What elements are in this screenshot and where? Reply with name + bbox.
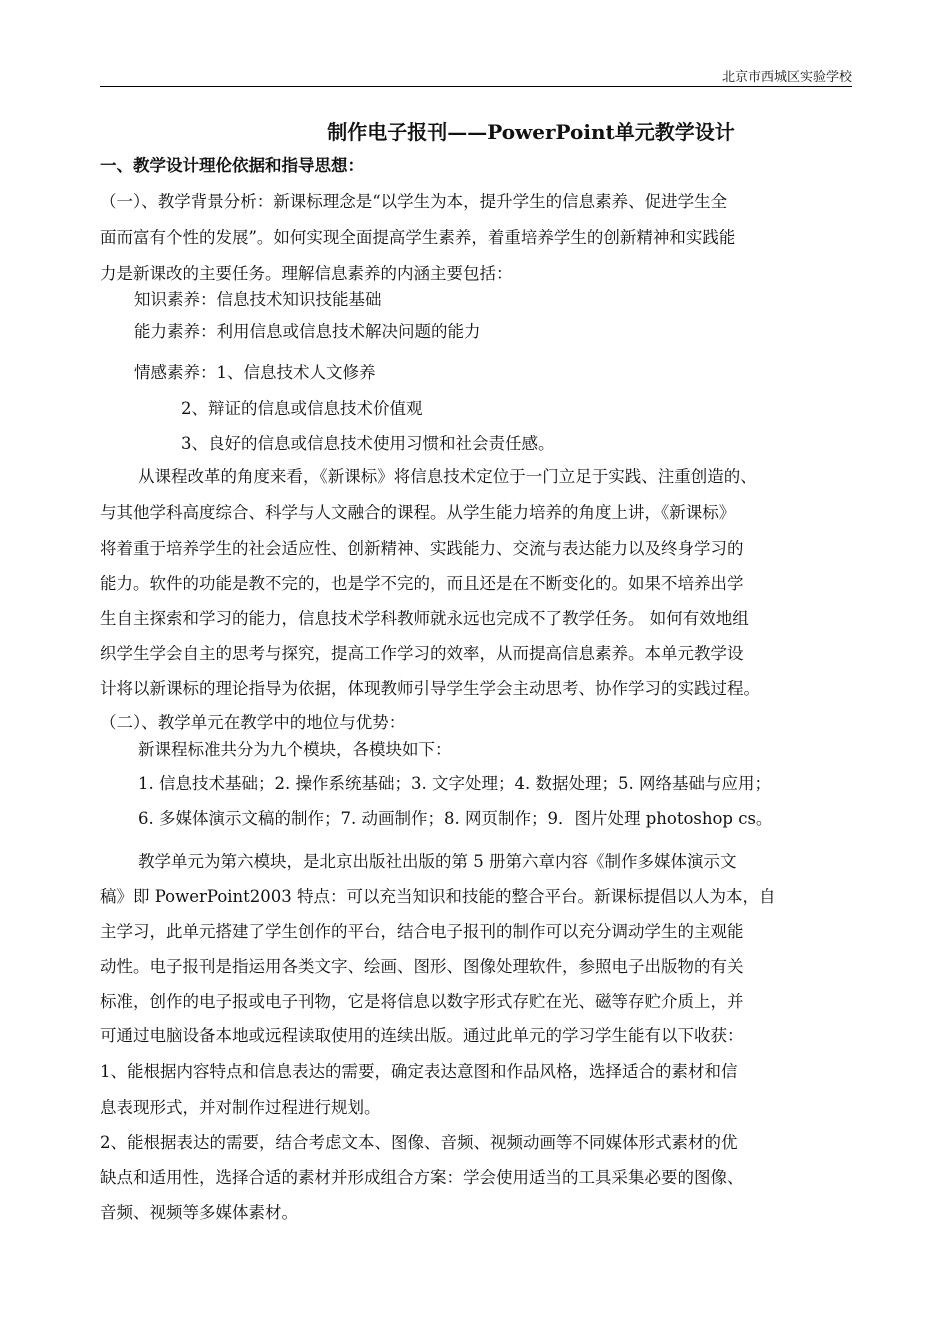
text-line: 6. 多媒体演示文稿的制作；7. 动画制作；8. 网页制作；9．图片处理 photoshop cs。 [138,809,773,828]
text-line: 缺点和适用性，选择合适的素材并形成组合方案：学会使用适当的工具采集必要的图像、 [100,1168,744,1187]
text-line: 教学单元为第六模块，是北京出版社出版的第 5 册第六章内容《制作多媒体演示文 [138,852,737,871]
header-rule [100,86,852,87]
text-line: 主学习，此单元搭建了学生创作的平台，结合电子报刊的制作可以充分调动学生的主观能 [100,922,744,941]
text-line: 可通过电脑设备本地或远程读取使用的连续出版。通过此单元的学习学生能有以下收获： [100,1026,744,1045]
text-line: 稿》即 PowerPoint2003 特点：可以充当知识和技能的整合平台。新课标提倡以人为本，自 [100,887,776,906]
text-line: 情感素养：1、信息技术人文修养 [134,363,376,382]
text-line: 知识素养：信息技术知识技能基础 [134,290,382,309]
text-line: 一、教学设计理伦依据和指导思想： [100,156,364,175]
text-line: 生自主探索和学习的能力，信息技术学科教师就永远也完成不了教学任务。 如何有效地组 [100,609,749,628]
text-line: 3、良好的信息或信息技术使用习惯和社会责任感。 [181,434,555,453]
text-line: 将着重于培养学生的社会适应性、创新精神、实践能力、交流与表达能力以及终身学习的 [100,539,744,558]
text-line: 息表现形式，并对制作过程进行规划。 [100,1098,381,1117]
text-line: 织学生学会自主的思考与探究，提高工作学习的效率，从而提高信息素养。本单元教学设 [100,644,744,663]
page-header-school: 北京市西城区实验学校 [721,70,852,85]
text-line: 计将以新课标的理论指导为依据，体现教师引导学生学会主动思考、协作学习的实践过程。 [100,679,760,698]
text-line: （一）、教学背景分析：新课标理念是“以学生为本，提升学生的信息素养、促进学生全 [100,192,728,211]
text-line: 1. 信息技术基础；2. 操作系统基础；3. 文字处理；4. 数据处理；5. 网络基础与应用； [138,774,771,793]
document-title: 制作电子报刊——PowerPoint单元教学设计 [327,120,735,144]
text-line: 能力素养：利用信息或信息技术解决问题的能力 [134,322,481,341]
text-line: 2、辩证的信息或信息技术价值观 [181,399,423,418]
text-line: 力是新课改的主要任务。理解信息素养的内涵主要包括： [100,264,513,283]
text-line: 新课程标准共分为九个模块，各模块如下： [138,740,452,759]
text-line: 1、能根据内容特点和信息表达的需要，确定表达意图和作品风格，选择适合的素材和信 [100,1062,738,1081]
text-line: （二）、教学单元在教学中的地位与优势： [100,713,406,732]
text-line: 面而富有个性的发展”。如何实现全面提高学生素养，着重培养学生的创新精神和实践能 [100,228,736,247]
text-line: 2、能根据表达的需要，结合考虑文本、图像、音频、视频动画等不同媒体形式素材的优 [100,1133,738,1152]
text-line: 动性。电子报刊是指运用各类文字、绘画、图形、图像处理软件，参照电子出版物的有关 [100,957,744,976]
text-line: 标准，创作的电子报或电子刊物，它是将信息以数字形式存贮在光、磁等存贮介质上，并 [100,992,744,1011]
text-line: 音频、视频等多媒体素材。 [100,1203,298,1222]
text-line: 能力。软件的功能是教不完的，也是学不完的，而且还是在不断变化的。如果不培养出学 [100,574,744,593]
text-line: 从课程改革的角度来看，《新课标》将信息技术定位于一门立足于实践、注重创造的、 [138,467,757,486]
text-line: 与其他学科高度综合、科学与人文融合的课程。从学生能力培养的角度上讲，《新课标》 [100,503,736,522]
